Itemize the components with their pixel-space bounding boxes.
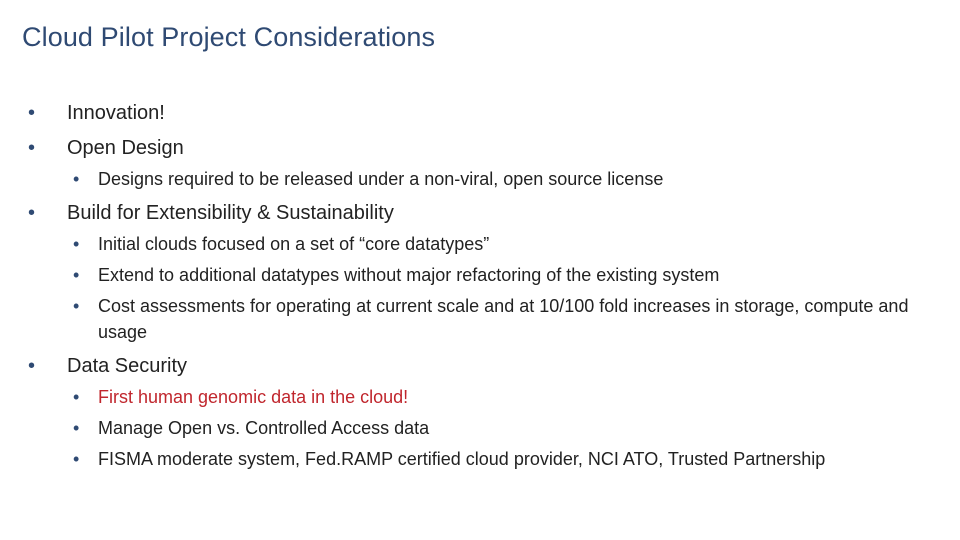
bullet-icon: • [28,202,36,224]
sub-bullet-icon: • [73,387,80,407]
bullet-text: Build for Extensibility & Sustainability [67,202,394,224]
sub-bullet-text-highlight: First human genomic data in the cloud! [98,387,409,407]
sub-bullet-item [28,446,928,472]
bullet-icon: • [28,102,36,124]
sub-bullet-icon: • [73,449,80,469]
sub-bullet-item [28,293,928,345]
sub-bullet-icon: • [73,265,80,285]
sub-bullet-icon: • [73,234,80,254]
sub-bullet-text: Initial clouds focused on a set of “core datatypes” [98,234,490,254]
bullet-item-innovation [28,100,928,127]
sub-bullet-text: FISMA moderate system, Fed.RAMP certified cloud provider, NCI ATO, Trusted Partnership [98,449,826,469]
bullet-text: Data Security [67,355,188,377]
sub-bullet-item [28,384,928,410]
sub-bullet-text: Extend to additional datatypes without major refactoring of the existing system [98,265,720,285]
sub-bullet-icon: • [73,169,80,189]
bullet-text: Open Design [67,137,184,159]
sub-bullet-list [67,166,928,192]
sub-bullet-text: Manage Open vs. Controlled Access data [98,418,430,438]
sub-bullet-list [67,384,928,472]
sub-bullet-text: Cost assessments for operating at current scale and at 10/100 fold increases in storage, compute and usage [98,296,909,342]
bullet-text: Innovation! [67,102,165,124]
sub-bullet-item [28,262,928,288]
bullet-list [28,100,928,472]
sub-bullet-item [28,415,928,441]
sub-bullet-item [28,166,928,192]
bullet-icon: • [28,355,36,377]
bullet-item-open-design [28,135,928,192]
sub-bullet-icon: • [73,418,80,438]
sub-bullet-list [67,231,928,345]
sub-bullet-item [28,231,928,257]
bullet-item-extensibility [28,200,928,345]
sub-bullet-text: Designs required to be released under a non-viral, open source license [98,169,664,189]
bullet-item-data-security [28,353,928,472]
bullet-icon: • [28,137,36,159]
sub-bullet-icon: • [73,296,80,316]
slide-title: Cloud Pilot Project Considerations [22,22,436,52]
